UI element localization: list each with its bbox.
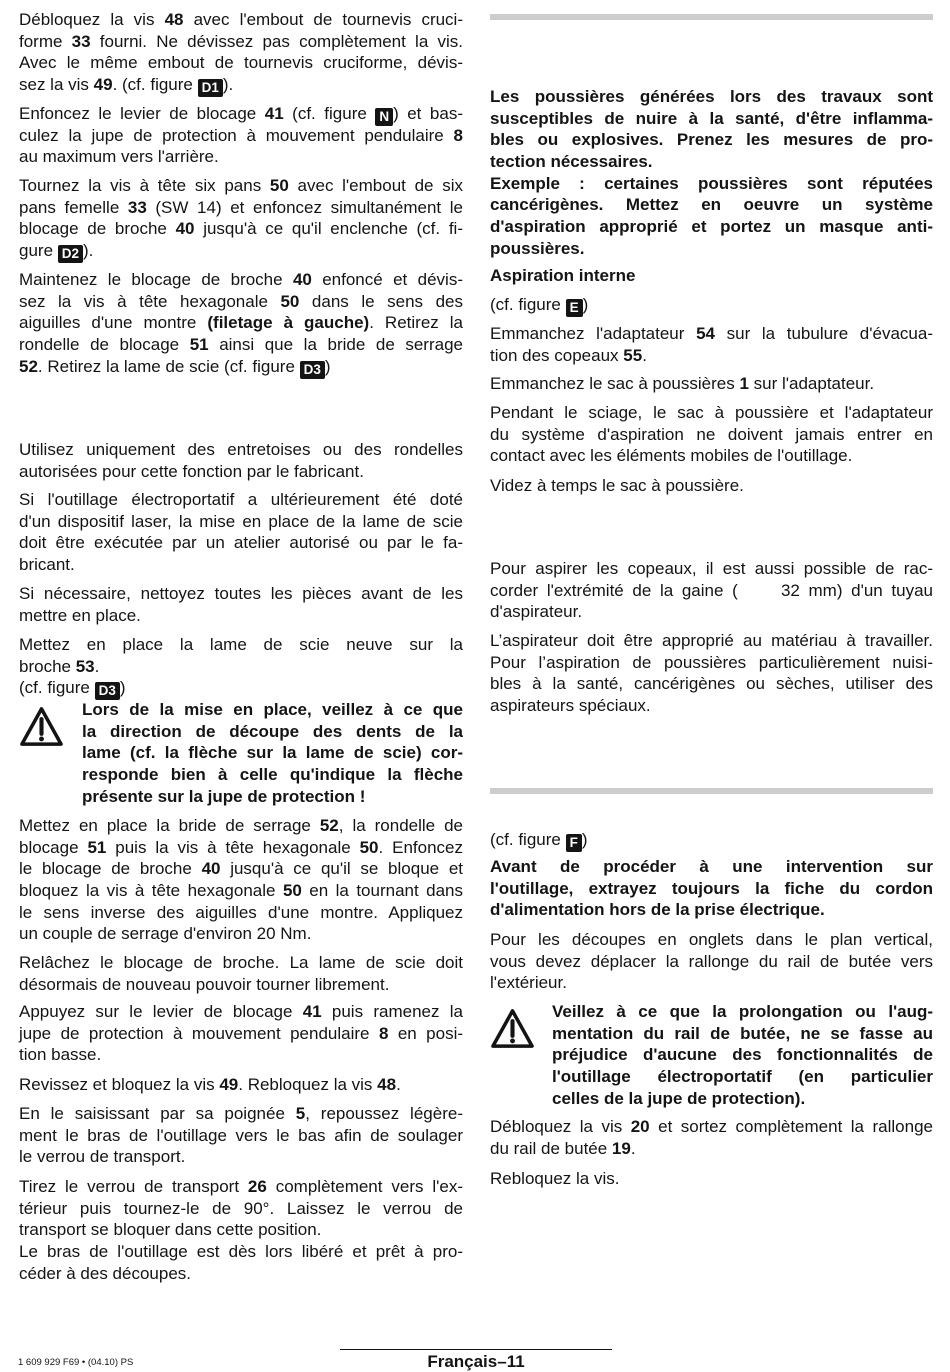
- text-run: du système d'aspiration ne doivent jamais entrer en: [490, 424, 933, 444]
- text-run: Le bras de l'outillage est dès lors libéré et prêt à pro-: [19, 1242, 463, 1262]
- figure-reference: [490, 294, 933, 316]
- figure-badge: N: [375, 108, 393, 126]
- text-run: Utilisez uniquement des entretoises ou des rondelles: [19, 440, 463, 459]
- text-run: l'outillage électroportatif (en particulier: [552, 1067, 933, 1087]
- text-line: [19, 146, 463, 168]
- safety-notice: [490, 86, 933, 173]
- figure-badge: F: [566, 834, 582, 852]
- text-run: aiguilles d'une montre: [19, 313, 208, 333]
- bold-reference: 5: [295, 1104, 306, 1123]
- text-line: [552, 1088, 933, 1110]
- text-run: . Rebloquez la vis: [238, 1075, 378, 1094]
- warning-triangle-icon: [19, 705, 64, 748]
- text-run: ): [582, 295, 589, 314]
- paragraph: [19, 952, 463, 995]
- text-line: [19, 218, 463, 240]
- bold-reference: 40: [292, 270, 312, 289]
- text-run: vous devez déplacer la rallonge du rail de butée vers: [490, 951, 933, 971]
- bold-reference: 51: [87, 837, 107, 857]
- text-line: [490, 829, 933, 851]
- text-line: [82, 786, 463, 808]
- text-run: sur l'adaptateur.: [748, 374, 875, 393]
- text-run: bricant.: [19, 555, 75, 575]
- bold-reference: 52: [319, 816, 339, 835]
- text-line: [490, 194, 933, 216]
- bold-reference: 50: [359, 837, 379, 857]
- text-run: préjudice d'aucune des fonctionnalités de: [552, 1045, 933, 1065]
- text-run: d'alimentation hors de la prise électrique.: [490, 900, 825, 920]
- bold-reference: 33: [127, 197, 147, 217]
- text-line: [19, 974, 463, 996]
- text-line: [19, 439, 463, 461]
- text-run: .: [642, 345, 647, 365]
- page-number: Français–11: [427, 1352, 525, 1371]
- safety-notice: [490, 173, 933, 260]
- text-line: [19, 1103, 463, 1125]
- text-line: [490, 580, 933, 602]
- text-run: L’aspirateur doit être approprié au matériau à travailler.: [490, 631, 933, 650]
- text-line: [19, 312, 463, 334]
- bold-reference: 49: [219, 1075, 239, 1094]
- text-run: au maximum vers l'arrière.: [19, 147, 219, 167]
- text-run: Relâchez le blocage de broche. La lame de scie doit: [19, 953, 463, 972]
- text-line: [19, 197, 463, 219]
- bold-reference: 20: [630, 1117, 650, 1136]
- bold-reference: 50: [282, 881, 302, 901]
- section-heading: [490, 265, 933, 287]
- bold-reference: 52: [19, 356, 38, 376]
- text-line: [19, 1241, 463, 1263]
- text-run: . Enfoncez: [378, 837, 464, 857]
- text-line: [19, 461, 463, 483]
- text-run: culez la jupe de protection à mouvement pendulaire: [19, 125, 454, 145]
- text-line: [490, 878, 933, 900]
- bold-reference: 33: [71, 31, 91, 51]
- text-run: en posi-: [388, 1023, 464, 1043]
- paragraph: [19, 1241, 463, 1284]
- text-run: Exemple : certaines poussières sont réputées: [490, 173, 933, 193]
- text-run: blocage: [19, 837, 88, 857]
- text-line: [490, 1138, 933, 1160]
- warning-text: [552, 1001, 933, 1109]
- text-run: (cf. figure: [490, 830, 566, 849]
- text-run: Débloquez la vis: [490, 1117, 631, 1136]
- text-run: Pour l’aspiration de poussières particulièrement nuisi-: [490, 652, 933, 672]
- text-line: [490, 673, 933, 695]
- bold-reference: 49: [93, 75, 113, 95]
- text-line: [19, 583, 463, 605]
- text-line: [19, 677, 463, 699]
- paragraph: [19, 9, 463, 96]
- text-run: , la rondelle de: [338, 816, 463, 835]
- text-line: [490, 899, 933, 921]
- text-line: [19, 1023, 463, 1045]
- text-line: [19, 554, 463, 576]
- text-line: [19, 52, 463, 74]
- text-line: [490, 265, 933, 287]
- text-line: [490, 86, 933, 108]
- paragraph: [490, 475, 933, 497]
- text-line: [19, 31, 463, 53]
- text-line: [19, 1146, 463, 1168]
- text-run: aspirateurs spéciaux.: [490, 696, 651, 716]
- text-line: [490, 856, 933, 878]
- bold-reference: 51: [189, 335, 209, 355]
- text-run: Tournez la vis à tête six pans: [19, 176, 270, 195]
- text-line: [490, 173, 933, 195]
- text-run: d'aspiration approprié et portez un masque anti-: [490, 217, 933, 237]
- section-divider: [490, 788, 933, 794]
- text-line: [490, 294, 933, 316]
- paragraph: [19, 1001, 463, 1066]
- bold-reference: 53: [75, 656, 95, 676]
- text-line: [19, 1176, 463, 1198]
- text-run: l'extérieur.: [490, 973, 567, 993]
- bold-reference: 40: [201, 859, 221, 879]
- bold-reference: 55: [623, 345, 643, 365]
- text-run: tion des copeaux: [490, 345, 624, 365]
- text-run: poussières.: [490, 238, 585, 258]
- bold-reference: 41: [264, 104, 284, 123]
- text-run: avec l'embout de six: [288, 176, 463, 195]
- text-line: [490, 402, 933, 424]
- text-line: [490, 373, 933, 395]
- text-run: pans femelle: [19, 197, 128, 217]
- text-run: . Retirez la: [369, 313, 463, 333]
- paragraph: [19, 1176, 463, 1241]
- text-run: Enfoncez le levier de blocage: [19, 104, 265, 123]
- text-run: puis ramenez la: [321, 1002, 463, 1021]
- text-line: [490, 1116, 933, 1138]
- text-run: Emmanchez le sac à poussières: [490, 374, 740, 393]
- section-divider: [490, 14, 933, 20]
- figure-badge: D3: [95, 682, 120, 700]
- text-run: bles à la santé, cancérigènes ou sèches, utiliser des: [490, 674, 933, 694]
- text-run: Emmanchez l'adaptateur: [490, 324, 697, 343]
- paragraph: [19, 439, 463, 482]
- figure-reference: [19, 677, 463, 699]
- text-run: (cf. figure: [283, 104, 376, 123]
- text-run: Videz à temps le sac à poussière.: [490, 476, 744, 495]
- text-run: présente sur la jupe de protection !: [82, 786, 366, 806]
- bold-reference: 48: [377, 1075, 397, 1094]
- text-line: [490, 238, 933, 260]
- text-run: ): [581, 830, 588, 849]
- paragraph: [490, 1168, 933, 1190]
- text-line: [490, 216, 933, 238]
- text-run: dans le sens des: [299, 291, 463, 311]
- bold-reference: (filetage à gauche): [207, 313, 370, 333]
- bold-reference: 40: [175, 219, 195, 239]
- text-line: [490, 424, 933, 446]
- text-line: [490, 108, 933, 130]
- text-run: et sortez complètement la rallonge: [649, 1117, 933, 1136]
- text-run: Mettez en place la lame de scie neuve sur la: [19, 635, 463, 654]
- text-line: [82, 699, 463, 721]
- text-run: puis la vis à tête hexagonale: [106, 837, 360, 857]
- text-line: [490, 558, 933, 580]
- text-run: avec l'embout de tournevis cruci-: [183, 10, 463, 29]
- text-run: Avant de procéder à une intervention sur: [490, 857, 933, 876]
- paragraph: [19, 489, 463, 576]
- text-line: [19, 532, 463, 554]
- text-run: Débloquez la vis: [19, 10, 165, 29]
- text-line: [552, 1044, 933, 1066]
- text-line: [490, 929, 933, 951]
- text-run: d'aspirateur.: [490, 602, 583, 622]
- text-run: gure: [19, 241, 58, 261]
- text-run: Lors de la mise en place, veillez à ce que: [82, 700, 463, 719]
- text-run: .: [396, 1075, 401, 1094]
- text-run: d'un dispositif laser, la mise en place de la lame de scie: [19, 511, 463, 531]
- text-run: Rebloquez la vis.: [490, 1169, 620, 1188]
- text-run: sez la vis à tête hexagonale: [19, 291, 281, 311]
- text-run: celles de la jupe de protection).: [552, 1088, 806, 1108]
- text-run: mettre en place.: [19, 605, 141, 625]
- text-run: Pour aspirer les copeaux, il est aussi possible de rac-: [490, 559, 933, 578]
- text-run: Pendant le sciage, le sac à poussière et l'adaptateur: [490, 403, 933, 422]
- paragraph: [490, 402, 933, 467]
- text-line: [19, 880, 463, 902]
- paragraph: [19, 103, 463, 168]
- text-run: sez la vis: [19, 75, 94, 95]
- document-number: 1 609 929 F69 • (04.10) PS: [18, 1357, 134, 1368]
- text-run: susceptibles de nuire à la santé, d'être inflamma-: [490, 108, 933, 128]
- text-run: Pour les découpes en onglets dans le plan vertical,: [490, 930, 933, 949]
- text-line: [19, 1044, 463, 1066]
- text-run: Avec le même embout de tournevis cruciforme, dévis-: [19, 53, 463, 73]
- text-run: transport se bloquer dans cette position.: [19, 1220, 322, 1240]
- text-run: ainsi que la bride de serrage: [208, 335, 463, 355]
- text-line: [19, 291, 463, 313]
- text-line: [19, 656, 463, 678]
- text-line: [19, 356, 463, 378]
- text-line: [19, 902, 463, 924]
- text-run: en la tournant dans: [301, 881, 464, 901]
- figure-badge: D1: [198, 79, 223, 97]
- text-run: forme: [19, 31, 72, 51]
- paragraph: [490, 1116, 933, 1159]
- text-line: [19, 1125, 463, 1147]
- text-line: [552, 1023, 933, 1045]
- bold-reference: 26: [247, 1177, 267, 1196]
- text-line: [82, 721, 463, 743]
- paragraph: [490, 323, 933, 366]
- footer-rule: [340, 1349, 612, 1350]
- text-line: [19, 952, 463, 974]
- text-line: [19, 1074, 463, 1096]
- safety-notice: [490, 856, 933, 921]
- text-line: [19, 837, 463, 859]
- bold-reference: 1: [739, 374, 749, 393]
- text-run: broche: [19, 656, 76, 676]
- text-line: [490, 695, 933, 717]
- bold-reference: 50: [280, 291, 300, 311]
- text-run: complètement vers l'ex-: [266, 1177, 463, 1196]
- text-line: [19, 489, 463, 511]
- text-line: [19, 815, 463, 837]
- text-run: un couple de serrage d'environ 20 Nm.: [19, 924, 312, 944]
- text-line: [490, 151, 933, 173]
- text-run: .: [94, 656, 100, 676]
- text-run: corder l'extrémité de la gaine ( 32 mm) d'un tuyau: [490, 580, 933, 600]
- paragraph: [490, 558, 933, 623]
- text-run: le verrou de transport.: [19, 1147, 186, 1167]
- text-run: . Retirez la lame de scie (cf. figure: [37, 356, 300, 376]
- text-line: [552, 1066, 933, 1088]
- text-run: désormais de nouveau pouvoir tourner librement.: [19, 974, 390, 994]
- text-line: [490, 323, 933, 345]
- text-line: [490, 129, 933, 151]
- text-run: du rail de butée: [490, 1138, 612, 1158]
- text-run: sur la tubulure d'évacua-: [714, 324, 933, 343]
- text-line: [19, 923, 463, 945]
- text-run: la direction de découpe des dents de la: [82, 721, 463, 741]
- text-run: mentation du rail de butée, ne se fasse au: [552, 1023, 933, 1043]
- bold-reference: 8: [453, 125, 463, 145]
- text-line: [19, 605, 463, 627]
- text-line: [19, 125, 463, 147]
- text-line: [19, 634, 463, 656]
- text-run: Revissez et bloquez la vis: [19, 1075, 220, 1094]
- text-line: [19, 175, 463, 197]
- text-line: [490, 972, 933, 994]
- text-run: Si l'outillage électroportatif a ultérieurement été doté: [19, 490, 463, 509]
- text-run: En le saisissant par sa poignée: [19, 1104, 296, 1123]
- text-run: le blocage de broche: [19, 859, 202, 879]
- text-run: (cf. figure: [19, 678, 95, 698]
- text-run: Si nécessaire, nettoyez toutes les pièces avant de les: [19, 584, 463, 603]
- text-run: responde bien à celle qu'indique la flèche: [82, 765, 463, 785]
- bold-reference: 50: [269, 176, 289, 195]
- text-run: bles ou explosives. Prenez les mesures de pro-: [490, 130, 933, 150]
- warning-text: [82, 699, 463, 807]
- text-run: Appuyez sur le levier de blocage: [19, 1002, 303, 1021]
- text-line: [19, 511, 463, 533]
- text-line: [490, 652, 933, 674]
- text-line: [490, 630, 933, 652]
- text-run: Tirez le verrou de transport: [19, 1177, 248, 1196]
- figure-reference: [490, 829, 933, 851]
- text-run: tection nécessaires.: [490, 152, 653, 172]
- text-run: (SW 14) et enfoncez simultanément le: [146, 197, 463, 217]
- text-line: [490, 345, 933, 367]
- text-run: . (cf. figure: [112, 75, 198, 95]
- bold-reference: 8: [378, 1023, 389, 1043]
- text-run: ) et bas-: [393, 104, 463, 123]
- text-run: ment le bras de l'outillage vers le bas afin de soulager: [19, 1125, 463, 1145]
- text-run: Les poussières générées lors des travaux sont: [490, 87, 933, 106]
- paragraph: [19, 269, 463, 377]
- paragraph: [19, 1103, 463, 1168]
- paragraph: [490, 630, 933, 717]
- text-line: [490, 951, 933, 973]
- text-run: .: [630, 1138, 636, 1158]
- text-line: [19, 9, 463, 31]
- text-run: rondelle de blocage: [19, 335, 190, 355]
- text-run: ).: [222, 75, 234, 95]
- text-run: jusqu'à ce qu'il se bloque et: [220, 859, 463, 879]
- text-run: bloquez la vis à tête hexagonale: [19, 881, 283, 901]
- paragraph: [19, 634, 463, 677]
- text-run: doit être exécutée par un atelier autorisé ou par le fa-: [19, 533, 463, 553]
- figure-badge: E: [566, 299, 583, 317]
- text-line: [490, 1168, 933, 1190]
- bold-reference: 54: [696, 324, 715, 343]
- paragraph: [19, 1074, 463, 1096]
- text-run: autorisées pour cette fonction par le fabricant.: [19, 461, 364, 481]
- text-run: cancérigènes. Mettez en oeuvre un système: [490, 195, 933, 215]
- text-line: [19, 1219, 463, 1241]
- text-run: fourni. Ne dévissez pas complètement la vis.: [90, 31, 463, 51]
- text-run: l'outillage, extrayez toujours la fiche du cordon: [490, 878, 933, 898]
- bold-reference: 41: [302, 1002, 322, 1021]
- bold-reference: 19: [611, 1138, 631, 1158]
- text-run: jupe de protection à mouvement pendulaire: [19, 1023, 379, 1043]
- text-run: contact avec les éléments mobiles de l'outillage.: [490, 446, 853, 466]
- warning-triangle-icon: [490, 1007, 535, 1050]
- text-run: Veillez à ce que la prolongation ou l'aug-: [552, 1002, 933, 1021]
- paragraph: [490, 373, 933, 395]
- text-line: [82, 764, 463, 786]
- text-line: [19, 103, 463, 125]
- text-run: ).: [83, 241, 94, 261]
- text-line: [552, 1001, 933, 1023]
- text-line: [490, 601, 933, 623]
- figure-badge: D3: [300, 361, 325, 379]
- paragraph: [490, 929, 933, 994]
- text-run: Mettez en place la bride de serrage: [19, 816, 320, 835]
- paragraph: [19, 175, 463, 262]
- text-run: ): [119, 678, 126, 698]
- text-run: ): [324, 356, 331, 376]
- text-run: Aspiration interne: [490, 266, 636, 285]
- text-run: enfoncé et dévis-: [311, 270, 463, 289]
- text-run: (cf. figure: [490, 295, 566, 314]
- figure-badge: D2: [58, 245, 83, 263]
- paragraph: [19, 583, 463, 626]
- text-run: , repoussez légère-: [305, 1104, 463, 1123]
- text-line: [82, 742, 463, 764]
- bold-reference: 48: [164, 10, 184, 29]
- text-run: blocage de broche: [19, 219, 176, 239]
- text-line: [19, 1198, 463, 1220]
- text-line: [19, 1263, 463, 1285]
- text-run: jusqu'à ce qu'il enclenche (cf. fi-: [194, 219, 463, 239]
- text-line: [490, 445, 933, 467]
- text-run: lame (cf. la flèche sur la lame de scie) cor-: [82, 743, 463, 763]
- text-line: [19, 1001, 463, 1023]
- text-run: céder à des découpes.: [19, 1263, 192, 1283]
- text-line: [19, 240, 463, 262]
- text-run: Maintenez le blocage de broche: [19, 270, 293, 289]
- text-run: térieur puis tournez-le de 90°. Laissez le verrou de: [19, 1198, 463, 1218]
- text-line: [19, 334, 463, 356]
- text-run: tion basse.: [19, 1045, 102, 1065]
- text-line: [19, 74, 463, 96]
- text-line: [19, 269, 463, 291]
- paragraph: [19, 815, 463, 945]
- text-run: le sens inverse des aiguilles d'une montre. Appliquez: [19, 902, 463, 922]
- text-line: [19, 858, 463, 880]
- text-line: [490, 475, 933, 497]
